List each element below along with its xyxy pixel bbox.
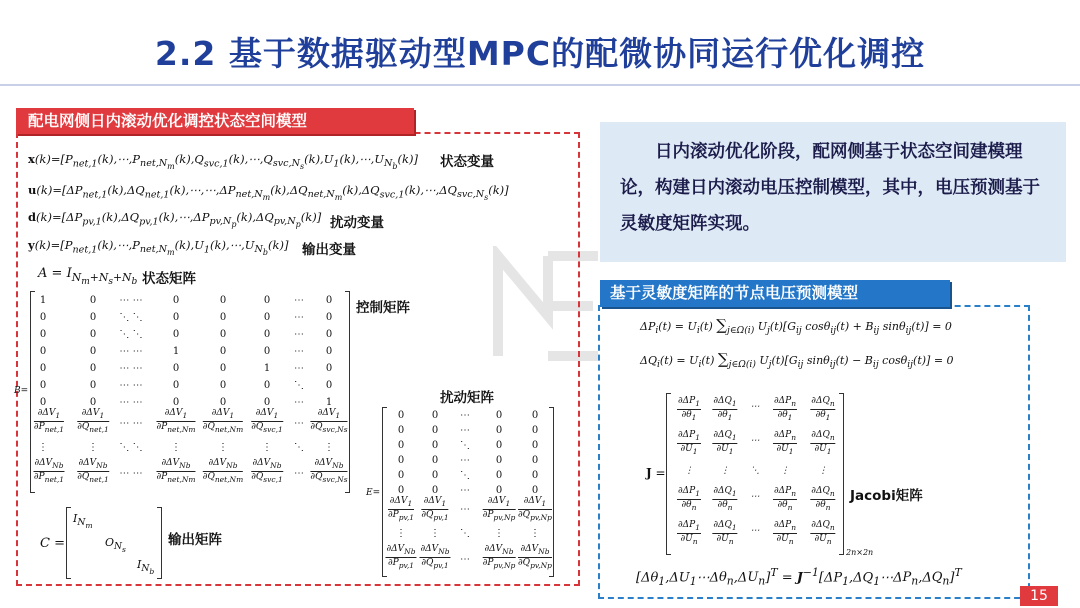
disturbance-vector-equation: $d(k)=[\Delta P_{pv,1}(k),\Delta Q_{pv,1}(k),\cdots,\Delta P_{pv,N_p}(k),\Delta Q_{pv,N_p}(k)]$: [28, 210, 322, 230]
e-entry: $\partial\Delta V_{Nb}$ $\partial Q_{pv,1}$: [420, 544, 450, 570]
control-matrix-entries: 1 0 ⋯ ⋯ 0 0 0 ⋯ 0 0 0 ⋱ ⋱ 0 0 0 ⋯ 0 0 0 ⋱ ⋱ 0 0 0 ⋯ 0 0 0 ⋯ ⋯ 1 0 0 ⋯ 0 0 0 ⋯ ⋯ 0 0 1 ⋯ 0 0 0 ⋯ ⋯ 0 0 0 ⋱ 0 0 0 ⋯ ⋯ 0 0 0 ⋯ 1 ⋯ ⋯ ⋯ ⋮ ⋮ ⋱ ⋱ ⋮ ⋮ ⋮ ⋱ ⋮ ⋯ ⋯ ⋯: [38, 295, 334, 479]
control-matrix: [30, 292, 350, 492]
output-matrix: [66, 508, 162, 578]
j-entry: $\frac{\partial\Delta P_1}{\partial\theta_n}$: [678, 486, 700, 512]
j-entry: ⋱: [750, 466, 760, 476]
jacobi-matrix-label: Jacobi矩阵: [850, 488, 923, 504]
page-number: 15: [1020, 586, 1058, 606]
state-matrix-label: 状态矩阵: [142, 271, 196, 287]
j-entry: $\partial\Delta P_n$ $\partial U_1$: [773, 430, 797, 456]
voltage-prediction-header: 基于灵敏度矩阵的节点电压预测模型: [600, 280, 950, 307]
state-space-model-header: 配电网侧日内滚动优化调控状态空间模型: [16, 108, 414, 134]
b-entry: $\partial\Delta V_{Nb}$ $\partial P_{net,1}$: [33, 458, 65, 484]
j-entry: $\partial\Delta Q_n$ $\partial\theta_1$: [811, 396, 835, 422]
j-entry: $\frac{\partial\Delta Q_1}{\partial U_1}$: [713, 430, 737, 456]
j-entry: $\frac{\partial\Delta P_1}{\partial\theta_1}$: [678, 396, 700, 422]
b-entry: $\partial\Delta V_1$ $\partial P_{net,1}$: [33, 408, 65, 434]
e-matrix-symbol: E=: [366, 488, 381, 498]
j-entry: $\frac{\partial\Delta P_1}{\partial U_n}$: [678, 520, 700, 546]
jacobi-symbol: J =: [646, 466, 666, 480]
e-entry: $\partial\Delta V_{Nb}$ $\partial P_{pv,Np}$: [482, 544, 516, 570]
j-entry: ⋮: [684, 466, 694, 476]
j-entry: $\partial\Delta Q_n$ $\partial\theta_n$: [811, 486, 835, 512]
j-entry: $\partial\Delta P_n$ $\partial U_n$: [773, 520, 797, 546]
state-variable-label: 状态变量: [440, 154, 494, 170]
j-entry: $\partial\Delta P_n$ $\partial\theta_1$: [773, 396, 797, 422]
active-power-equation: $\Delta P_i(t) = U_i(t)$ $\sum_{j\in\Omega(i)}$ $U_j(t)[G_{ij}$ $\cos\theta_{ij}(t) + B_{ij}$ sinθ$_{ij}$(t)] = 0: [640, 316, 952, 337]
j-entry: ⋮: [780, 466, 790, 476]
j-entry: $\partial\Delta Q_n$ $\partial U_n$: [811, 520, 835, 546]
jacobi-dimension: 2n×2n: [846, 548, 874, 557]
voltage-prediction-equation: $[\Delta\theta_1,\Delta U_1\cdots\Delta\theta_n,\Delta U_n]^T$ = $J^{-1}[\Delta P_1,\Delta Q_1\cdots\Delta P_n,\Delta Q_n]^T$: [636, 566, 962, 588]
j-entry: $\partial\Delta Q_n$ $\partial U_1$: [811, 430, 835, 456]
control-vector-equation: $u(k)=[\Delta P_{net,1}(k),\Delta Q_{net,1}(k),\cdots,\cdots,\Delta P_{net,N_m}(k),\Delta Q_{net,N_m}(k),\Delta Q_{svc,1}(k),\cdots,\Delta Q_{svc,N_s}(k)]$: [28, 183, 509, 203]
j-entry: ⋯: [750, 402, 760, 412]
j-entry: ⋮: [818, 466, 828, 476]
b-entry: $\partial\Delta V_1$ $\partial Q_{svc,Ns}$: [310, 408, 348, 434]
state-vector-equation: $x(k)=[P_{net,1}(k),\cdots,P_{net,N_m}(k),Q_{svc,1}(k),\cdots,Q_{svc,N_s}(k),U_1(k),\cdots,U_{N_b}(k)]$: [28, 152, 418, 172]
jacobi-matrix: [666, 394, 844, 554]
j-entry: $\frac{\partial\Delta Q_1}{\partial\theta_1}$: [713, 396, 737, 422]
j-entry: $\frac{\partial\Delta Q_1}{\partial\theta_n}$: [713, 486, 737, 512]
e-entry: $\partial\Delta V_1$ $\partial P_{pv,1}$: [387, 496, 415, 522]
disturbance-matrix: [382, 408, 554, 576]
b-entry: $\partial\Delta V_{Nb}$ $\partial P_{net,Nm}$: [156, 458, 196, 484]
output-vector-equation: $y(k)=[P_{net,1}(k),\cdots,P_{net,N_m}(k),U_1(k),\cdots,U_{N_b}(k)]$: [28, 238, 289, 258]
disturbance-matrix-label: 扰动矩阵: [440, 390, 494, 406]
j-entry: $\frac{\partial\Delta P_1}{\partial U_1}$: [678, 430, 700, 456]
output-variable-label: 输出变量: [302, 242, 356, 258]
e-entry: $\partial\Delta V_1$ $\partial Q_{pv,Np}$: [518, 496, 552, 522]
disturbance-variable-label: 扰动变量: [330, 215, 384, 231]
j-entry: ⋯: [750, 526, 760, 536]
e-entry: $\partial\Delta V_1$ $\partial P_{pv,Np}$: [482, 496, 516, 522]
c-matrix-symbol: C =: [40, 536, 65, 551]
output-matrix-label: 输出矩阵: [168, 532, 222, 548]
slide-title: 2.2 基于数据驱动型MPC的配微协同运行优化调控: [154, 34, 926, 73]
control-matrix-label: 控制矩阵: [356, 300, 410, 316]
b-entry: $\partial\Delta V_1$ $\partial Q_{net,1}$: [77, 408, 109, 434]
c-entry: $I_{N_b}$: [137, 558, 155, 577]
j-entry: $\partial\Delta P_n$ $\partial\theta_n$: [773, 486, 797, 512]
state-matrix-equation: $A = I_{N_m+N_s+N_b}$: [38, 266, 138, 287]
b-entry: $\partial\Delta V_{Nb}$ $\partial Q_{svc,Ns}$: [310, 458, 348, 484]
j-entry: ⋮: [720, 466, 730, 476]
e-entry: $\partial\Delta V_1$ $\partial Q_{pv,1}$: [421, 496, 449, 522]
j-entry: $\frac{\partial\Delta Q_1}{\partial U_n}$: [713, 520, 737, 546]
b-entry: $\partial\Delta V_{Nb}$ $\partial Q_{net,Nm}$: [202, 458, 244, 484]
b-entry: $\partial\Delta V_1$ $\partial P_{net,Nm}$: [156, 408, 196, 434]
e-entry: $\partial\Delta V_{Nb}$ $\partial P_{pv,1}$: [386, 544, 416, 570]
c-entry: $O_{N_s}$: [105, 536, 126, 555]
reactive-power-equation: $\Delta Q_i(t) = U_i(t)$ $\sum_{j\in\Omega(i)}$ $U_j(t)[G_{ij}$ $\sin\theta_{ij}(t) - B_{ij}$ cosθ$_{ij}$(t)] = 0: [640, 350, 954, 371]
title-divider: [0, 84, 1080, 86]
b-entry: $\partial\Delta V_{Nb}$ $\partial Q_{net,1}$: [77, 458, 109, 484]
intro-box: [600, 122, 1066, 262]
b-entry: $\partial\Delta V_1$ $\partial Q_{net,Nm}$: [202, 408, 244, 434]
disturbance-matrix-entries: 0 0 ⋯ 0 0 0 0 ⋯ 0 0 0 0 ⋱ 0 0 0 0 ⋯ 0 0 0 0 ⋱ 0 0 0 0 ⋯ 0 0 ⋯ ⋮ ⋮ ⋱ ⋮ ⋮ ⋯: [396, 410, 540, 565]
j-entry: ⋯: [750, 492, 760, 502]
j-entry: ⋯: [750, 436, 760, 446]
b-entry: $\partial\Delta V_{Nb}$ $\partial Q_{svc,1}$: [251, 458, 283, 484]
b-matrix-symbol: B=: [14, 386, 29, 396]
e-entry: $\partial\Delta V_{Nb}$ $\partial Q_{pv,Np}$: [518, 544, 552, 570]
c-entry: $I_{N_m}$: [73, 512, 93, 531]
b-entry: $\partial\Delta V_1$ $\partial Q_{svc,1}$: [251, 408, 283, 434]
intro-text: 日内滚动优化阶段，配网侧基于状态空间建模理论，构建日内滚动电压控制模型，其中，电压预测基于灵敏度矩阵实现。: [620, 142, 1040, 234]
